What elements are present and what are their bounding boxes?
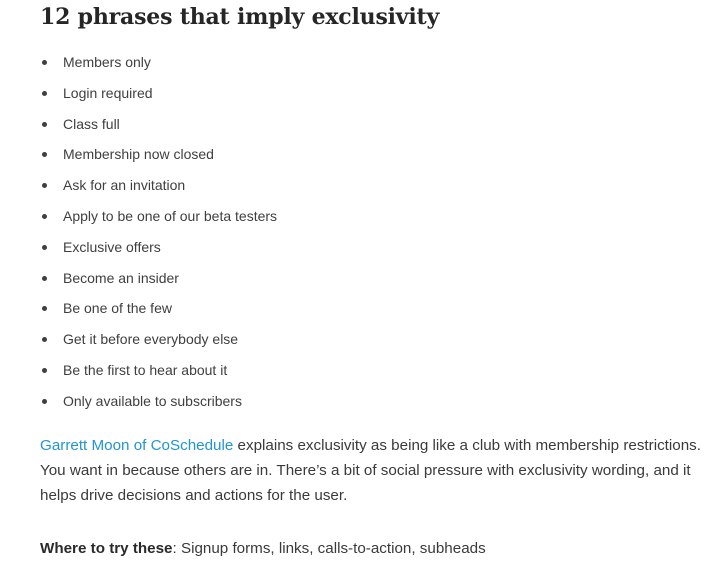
list-item <box>0 78 277 109</box>
bullet-icon <box>42 60 47 65</box>
list-item-text: Only available to subscribers <box>63 392 242 409</box>
author-link[interactable]: Garrett Moon of CoSchedule <box>40 437 234 454</box>
list-item-text: Become an insider <box>63 269 179 286</box>
where-to-try-line <box>40 536 486 561</box>
list-item-text: Be one of the few <box>63 300 172 317</box>
list-item <box>0 109 277 140</box>
where-to-try-text: : Signup forms, links, calls-to-action, subheads <box>172 540 486 557</box>
list-item-text: Members only <box>63 54 151 70</box>
list-item <box>0 293 277 324</box>
list-item <box>0 201 277 232</box>
list-item-text: Be the first to hear about it <box>63 361 228 378</box>
list-item <box>0 139 277 170</box>
list-item-text: Apply to be one of our beta testers <box>63 207 278 224</box>
list-item-text: Login required <box>63 84 153 101</box>
list-item-text: Membership now closed <box>63 146 214 163</box>
list-item <box>0 170 277 201</box>
bullet-icon <box>42 276 47 281</box>
bullet-icon <box>42 306 47 311</box>
bullet-icon <box>42 399 47 404</box>
list-item <box>0 355 277 386</box>
list-item-text: Class full <box>63 115 120 132</box>
list-item-text: Ask for an invitation <box>63 177 186 194</box>
list-item-text: Exclusive offers <box>63 238 161 255</box>
bullet-icon <box>42 245 47 250</box>
body-paragraph <box>40 433 710 508</box>
bullet-icon <box>42 122 47 127</box>
article-heading: 12 phrases that imply exclusivity <box>40 4 440 30</box>
where-to-try-label: Where to try these <box>40 540 173 557</box>
phrase-list <box>0 47 277 417</box>
list-item <box>0 47 277 78</box>
list-item <box>0 324 277 355</box>
paragraph-text: explains exclusivity as being like a club with membership restrictions. You want in because others are in. There’s a bit of social pressure with exclusivity wording, and it helps drive decisions and actions for the user. <box>40 437 701 504</box>
list-item-text: Get it before everybody else <box>63 331 239 348</box>
list-item <box>0 386 277 417</box>
bullet-icon <box>42 91 47 96</box>
bullet-icon <box>42 337 47 342</box>
bullet-icon <box>42 368 47 373</box>
bullet-icon <box>42 152 47 157</box>
bullet-icon <box>42 214 47 219</box>
list-item <box>0 263 277 294</box>
list-item <box>0 232 277 263</box>
bullet-icon <box>42 183 47 188</box>
